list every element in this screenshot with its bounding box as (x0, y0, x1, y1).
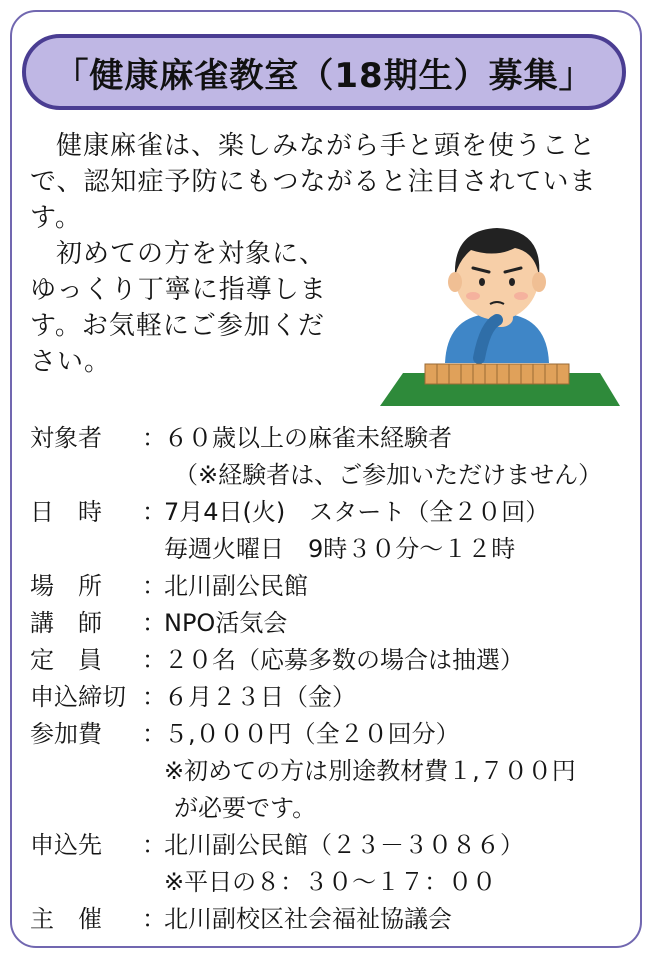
detail-row-fee-note-1 (30, 753, 630, 790)
colon: ： (142, 831, 166, 859)
detail-row-deadline (30, 679, 630, 716)
place-value: 北川副公民館 (164, 572, 308, 600)
deadline-label: 申込締切 (30, 683, 126, 711)
organizer-value: 北川副校区社会福祉協議会 (164, 905, 452, 933)
detail-row-instructor (30, 605, 630, 642)
page-title: 「健康麻雀教室（18期生）募集」 (54, 55, 594, 96)
mahjong-player-illustration (375, 218, 620, 408)
datetime-label: 日 時 (30, 498, 102, 526)
detail-row-datetime-note (30, 531, 630, 568)
capacity-value: ２０名（応募多数の場合は抽選） (164, 646, 524, 674)
colon: ： (142, 683, 166, 711)
details-list (30, 420, 630, 938)
fee-value: ５,０００円（全２０回分） (164, 720, 460, 748)
target-note: （※経験者は、ご参加いただけません） (174, 461, 603, 489)
contact-note: ※平日の８：３０～１７：００ (164, 868, 497, 896)
fee-note-2: が必要です。 (174, 794, 317, 822)
detail-row-target-note (30, 457, 630, 494)
colon: ： (142, 424, 166, 452)
detail-row-contact-note (30, 864, 630, 901)
organizer-label: 主 催 (30, 905, 102, 933)
fee-label: 参加費 (30, 720, 102, 748)
target-value: ６０歳以上の麻雀未経験者 (164, 424, 452, 452)
intro-paragraph-2: 初めての方を対象に、ゆっくり丁寧に指導します。お気軽にご参加ください。 (30, 239, 327, 377)
colon: ： (142, 720, 166, 748)
detail-row-place (30, 568, 630, 605)
target-label: 対象者 (30, 424, 102, 452)
detail-row-target (30, 420, 630, 457)
colon: ： (142, 498, 166, 526)
detail-row-fee-note-2 (30, 790, 630, 827)
detail-row-capacity (30, 642, 630, 679)
datetime-note: 毎週火曜日 9時３０分～１２時 (164, 535, 516, 563)
colon: ： (142, 572, 166, 600)
instructor-label: 講 師 (30, 609, 102, 637)
colon: ： (142, 905, 166, 933)
instructor-value: NPO活気会 (164, 609, 288, 637)
contact-value: 北川副公民館（２３－３０８６） (164, 831, 524, 859)
title-banner (22, 34, 626, 110)
fee-note-1: ※初めての方は別途教材費１,７００円 (164, 757, 576, 785)
intro-paragraph-1: 健康麻雀は、楽しみながら手と頭を使うことで、認知症予防にもつながると注目されています。 (30, 131, 597, 233)
contact-label: 申込先 (30, 831, 102, 859)
detail-row-contact (30, 827, 630, 864)
capacity-label: 定 員 (30, 646, 102, 674)
colon: ： (142, 609, 166, 637)
detail-row-datetime (30, 494, 630, 531)
detail-row-fee (30, 716, 630, 753)
place-label: 場 所 (30, 572, 102, 600)
detail-row-organizer (30, 901, 630, 938)
mahjong-tiles-icon (425, 364, 569, 384)
datetime-value: 7月4日(火) スタート（全２０回） (164, 498, 550, 526)
deadline-value: ６月２３日（金） (164, 683, 356, 711)
colon: ： (142, 646, 166, 674)
